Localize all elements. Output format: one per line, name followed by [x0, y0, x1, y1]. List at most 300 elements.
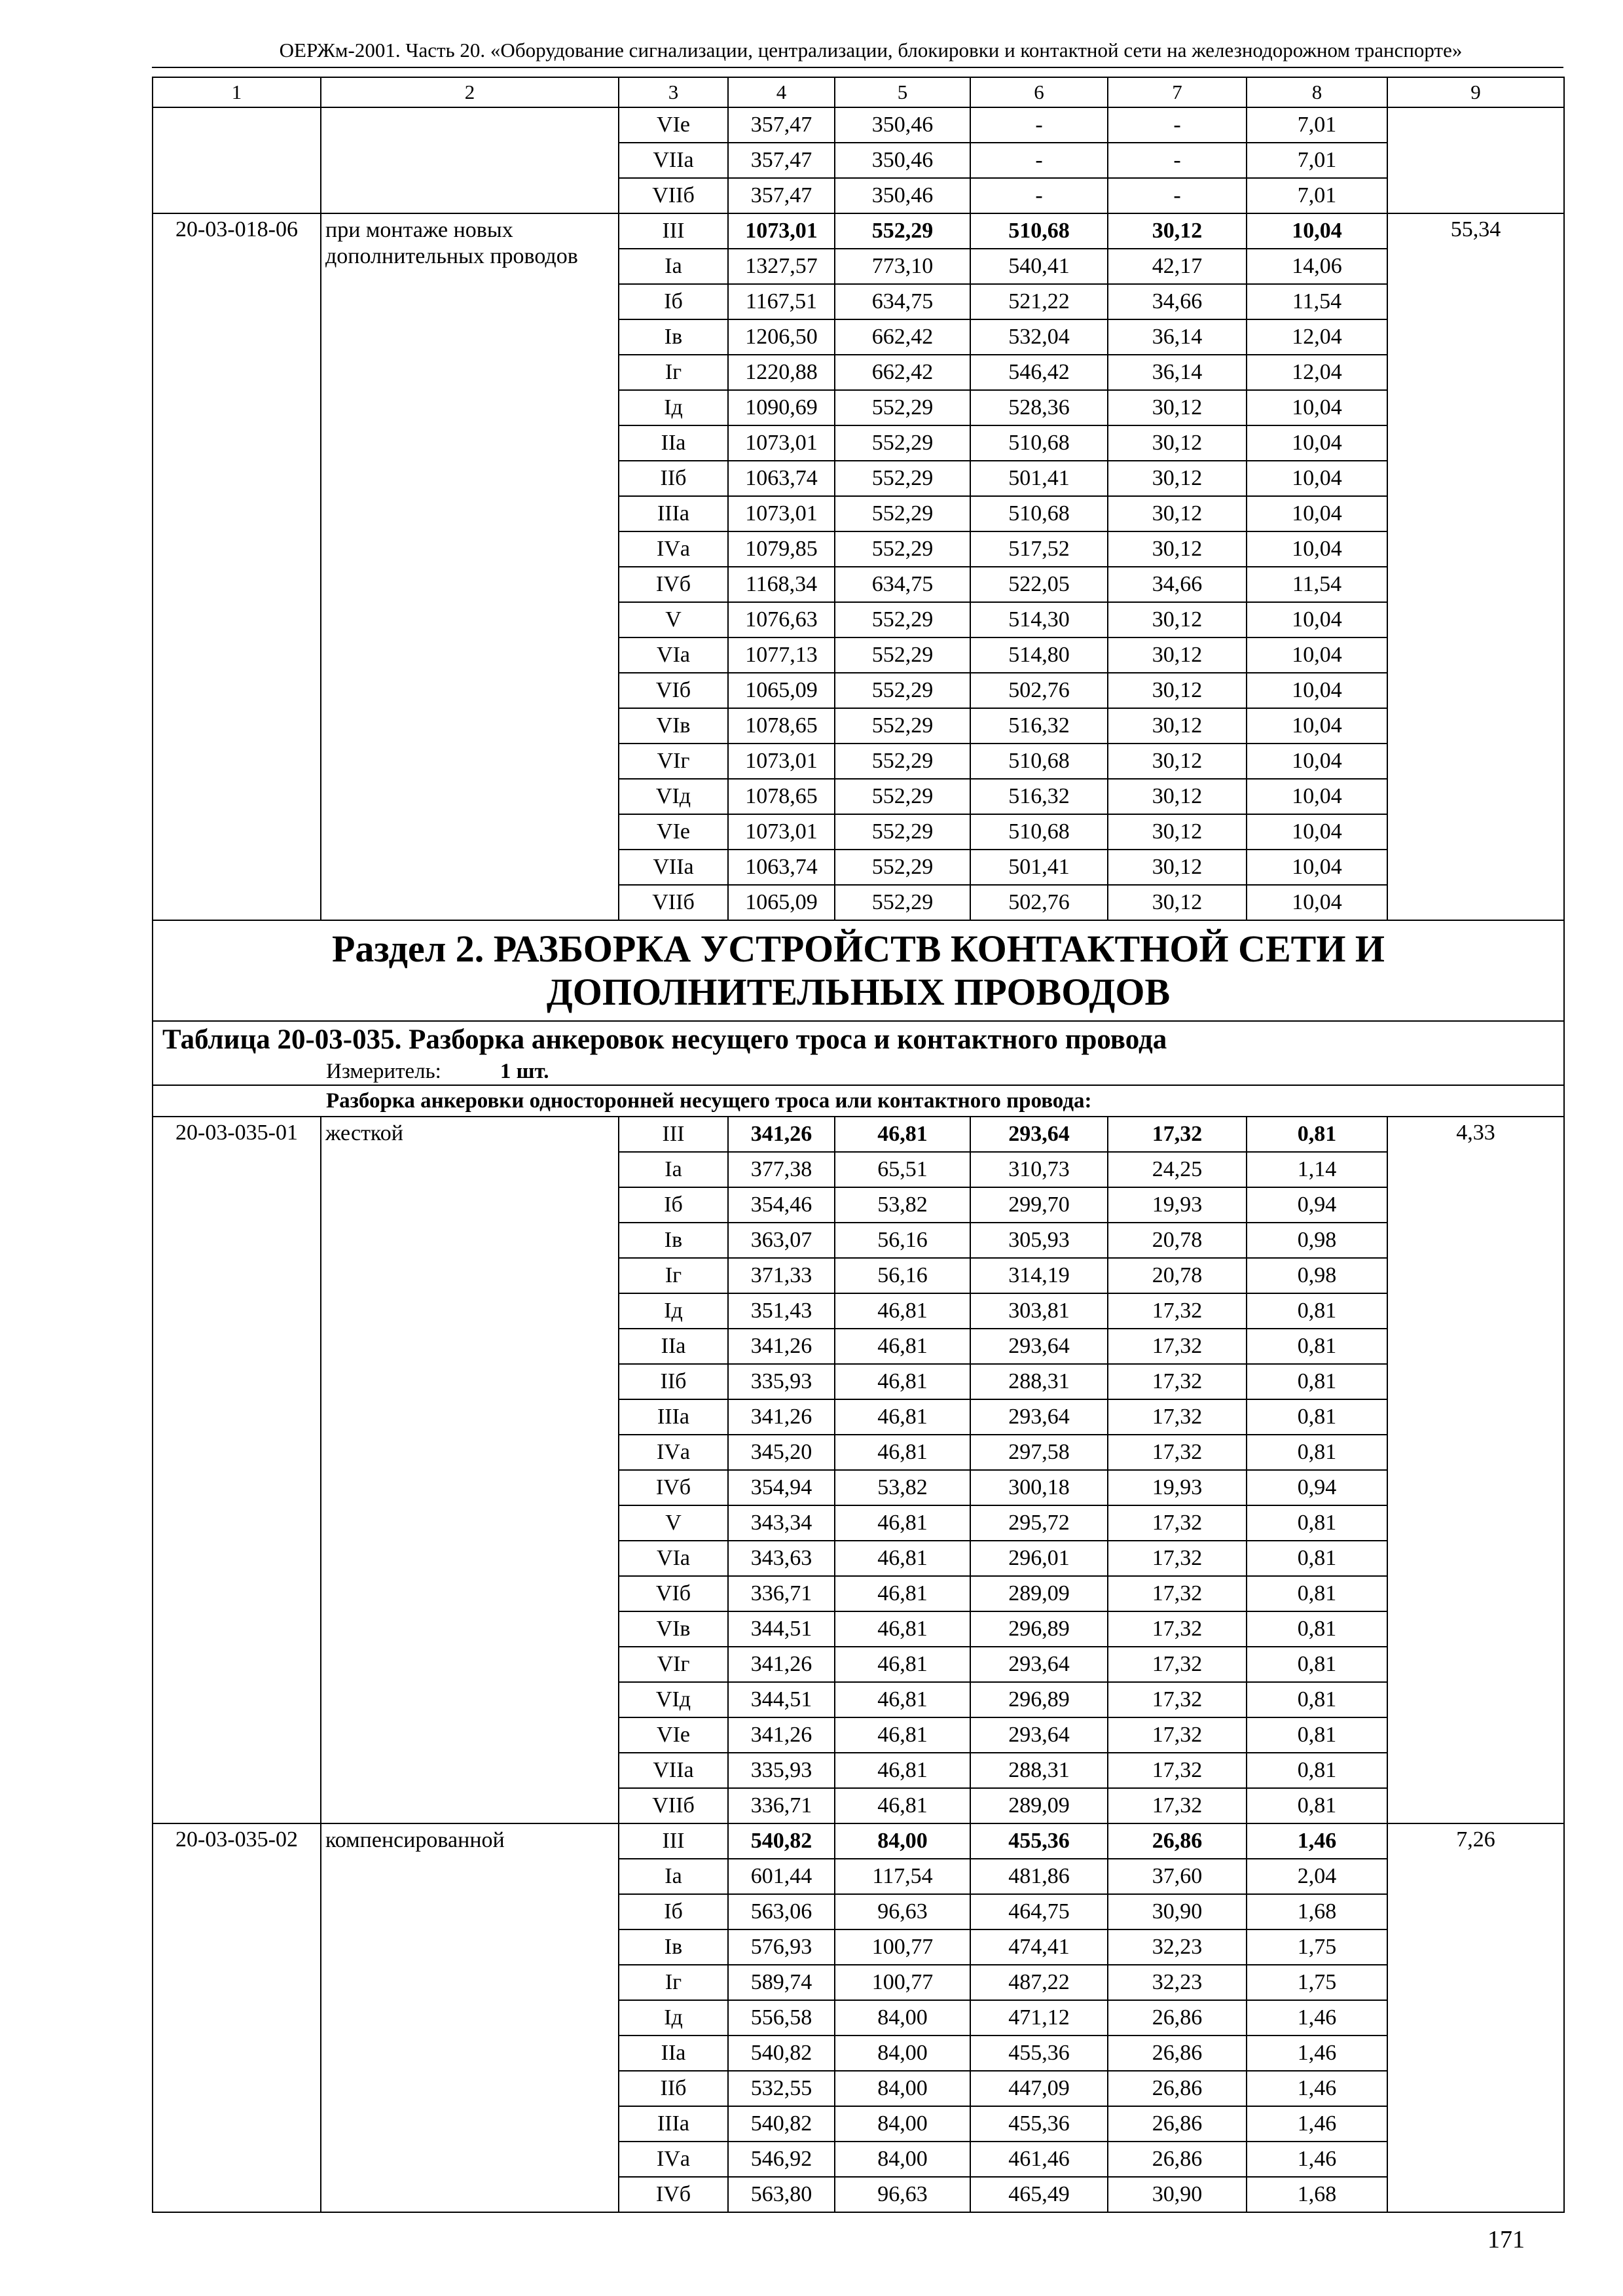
machines: 293,64 [970, 1117, 1108, 1152]
zone-code: VIе [619, 107, 728, 143]
wages: 46,81 [835, 1576, 970, 1611]
column-number: 6 [970, 77, 1108, 107]
total-cost: 1073,01 [728, 814, 835, 850]
table-body [153, 77, 1564, 2212]
total-cost: 344,51 [728, 1682, 835, 1717]
norm-code: 20-03-018-06 [153, 213, 321, 920]
machinist-wages: - [1108, 107, 1247, 143]
machinist-wages: 36,14 [1108, 355, 1247, 390]
machines: 297,58 [970, 1435, 1108, 1470]
materials: 1,46 [1247, 1823, 1387, 1859]
machines: 501,41 [970, 850, 1108, 885]
zone-code: VIIб [619, 885, 728, 920]
wages: 46,81 [835, 1117, 970, 1152]
materials: 10,04 [1247, 744, 1387, 779]
running-header: ОЕРЖм-2001. Часть 20. «Оборудование сигнализации, централизации, блокировки и контактной сети на железнодорожном транспорте» [279, 39, 1463, 62]
zone-code: VIд [619, 779, 728, 814]
machinist-wages: 30,12 [1108, 885, 1247, 920]
total-cost: 377,38 [728, 1152, 835, 1187]
zone-code: IIа [619, 425, 728, 461]
wages: 552,29 [835, 814, 970, 850]
wages: 634,75 [835, 284, 970, 319]
total-cost: 351,43 [728, 1293, 835, 1329]
total-cost: 556,58 [728, 2000, 835, 2036]
zone-code: VIб [619, 673, 728, 708]
materials: 1,46 [1247, 2106, 1387, 2142]
machines: 546,42 [970, 355, 1108, 390]
zone-code: IIб [619, 2071, 728, 2106]
machines: 303,81 [970, 1293, 1108, 1329]
machines: 502,76 [970, 673, 1108, 708]
wages: 552,29 [835, 531, 970, 567]
machinist-wages: 17,32 [1108, 1505, 1247, 1541]
work-name: при монтаже новых дополнительных проводов [321, 213, 619, 920]
norm-code [153, 107, 321, 213]
machinist-wages: 30,12 [1108, 744, 1247, 779]
materials: 2,04 [1247, 1859, 1387, 1894]
zone-code: VIIб [619, 1788, 728, 1823]
wages: 552,29 [835, 779, 970, 814]
materials: 10,04 [1247, 602, 1387, 637]
machinist-wages: 30,12 [1108, 461, 1247, 496]
wages: 552,29 [835, 744, 970, 779]
machinist-wages: 30,90 [1108, 2177, 1247, 2212]
machinist-wages: 30,12 [1108, 779, 1247, 814]
machines: 461,46 [970, 2142, 1108, 2177]
wages: 552,29 [835, 850, 970, 885]
total-cost: 1063,74 [728, 461, 835, 496]
wages: 46,81 [835, 1717, 970, 1753]
zone-code: IVб [619, 1470, 728, 1505]
machinist-wages: 30,90 [1108, 1894, 1247, 1929]
machines: 455,36 [970, 1823, 1108, 1859]
materials: 1,14 [1247, 1152, 1387, 1187]
labor-cost [1387, 107, 1564, 213]
materials: 10,04 [1247, 637, 1387, 673]
machinist-wages: 17,32 [1108, 1753, 1247, 1788]
total-cost: 1065,09 [728, 885, 835, 920]
zone-code: VIв [619, 1611, 728, 1647]
wages: 84,00 [835, 2142, 970, 2177]
measure-unit: 1 шт. [500, 1060, 549, 1083]
materials: 0,81 [1247, 1293, 1387, 1329]
machinist-wages: 26,86 [1108, 2071, 1247, 2106]
materials: 0,81 [1247, 1329, 1387, 1364]
materials: 10,04 [1247, 425, 1387, 461]
materials: 0,98 [1247, 1223, 1387, 1258]
total-cost: 343,34 [728, 1505, 835, 1541]
wages: 552,29 [835, 637, 970, 673]
zone-code: VIг [619, 1647, 728, 1682]
materials: 0,81 [1247, 1364, 1387, 1399]
machines: 288,31 [970, 1753, 1108, 1788]
materials: 0,94 [1247, 1470, 1387, 1505]
materials: 10,04 [1247, 461, 1387, 496]
total-cost: 354,46 [728, 1187, 835, 1223]
total-cost: 1063,74 [728, 850, 835, 885]
page-number: 171 [1487, 2226, 1525, 2253]
machines: - [970, 143, 1108, 178]
wages: 46,81 [835, 1541, 970, 1576]
zone-code: IIIа [619, 2106, 728, 2142]
materials: 1,68 [1247, 2177, 1387, 2212]
subheading: Разборка анкеровки односторонней несущего троса или контактного провода: [153, 1085, 1564, 1117]
machines: 447,09 [970, 2071, 1108, 2106]
machinist-wages: 30,12 [1108, 531, 1247, 567]
total-cost: 363,07 [728, 1223, 835, 1258]
machinist-wages: 37,60 [1108, 1859, 1247, 1894]
total-cost: 1206,50 [728, 319, 835, 355]
zone-code: VIд [619, 1682, 728, 1717]
wages: 46,81 [835, 1293, 970, 1329]
machines: 510,68 [970, 744, 1108, 779]
zone-code: IVб [619, 2177, 728, 2212]
zone-code: III [619, 1117, 728, 1152]
zone-code: VIв [619, 708, 728, 744]
machines: 516,32 [970, 779, 1108, 814]
materials: 1,75 [1247, 1965, 1387, 2000]
wages: 350,46 [835, 107, 970, 143]
machines: 314,19 [970, 1258, 1108, 1293]
wages: 46,81 [835, 1364, 970, 1399]
wages: 96,63 [835, 1894, 970, 1929]
wages: 552,29 [835, 390, 970, 425]
total-cost: 1065,09 [728, 673, 835, 708]
wages: 46,81 [835, 1611, 970, 1647]
zone-code: IIа [619, 2036, 728, 2071]
zone-code: IIб [619, 1364, 728, 1399]
materials: 11,54 [1247, 567, 1387, 602]
wages: 350,46 [835, 178, 970, 213]
machines: 310,73 [970, 1152, 1108, 1187]
wages: 552,29 [835, 673, 970, 708]
machines: 540,41 [970, 249, 1108, 284]
machines: - [970, 107, 1108, 143]
materials: 0,81 [1247, 1717, 1387, 1753]
materials: 1,46 [1247, 2071, 1387, 2106]
total-cost: 1077,13 [728, 637, 835, 673]
machines: 481,86 [970, 1859, 1108, 1894]
machinist-wages: 26,86 [1108, 1823, 1247, 1859]
materials: 1,46 [1247, 2142, 1387, 2177]
machinist-wages: 30,12 [1108, 708, 1247, 744]
materials: 10,04 [1247, 673, 1387, 708]
machines: 471,12 [970, 2000, 1108, 2036]
materials: 10,04 [1247, 531, 1387, 567]
wages: 56,16 [835, 1258, 970, 1293]
zone-code: VIа [619, 637, 728, 673]
total-cost: 1073,01 [728, 496, 835, 531]
zone-code: Iв [619, 1223, 728, 1258]
zone-code: III [619, 213, 728, 249]
total-cost: 341,26 [728, 1399, 835, 1435]
zone-code: Iб [619, 1187, 728, 1223]
section-heading: Раздел 2. РАЗБОРКА УСТРОЙСТВ КОНТАКТНОЙ СЕТИ И ДОПОЛНИТЕЛЬНЫХ ПРОВОДОВ [153, 920, 1564, 1021]
machines: 299,70 [970, 1187, 1108, 1223]
measure-cell [153, 1058, 1564, 1085]
machinist-wages: 20,78 [1108, 1223, 1247, 1258]
machinist-wages: 34,66 [1108, 567, 1247, 602]
total-cost: 1168,34 [728, 567, 835, 602]
header-rule [152, 67, 1563, 68]
materials: 10,04 [1247, 496, 1387, 531]
zone-code: VIе [619, 1717, 728, 1753]
total-cost: 345,20 [728, 1435, 835, 1470]
materials: 0,81 [1247, 1753, 1387, 1788]
total-cost: 335,93 [728, 1753, 835, 1788]
zone-code: VIIа [619, 1753, 728, 1788]
wages: 84,00 [835, 2036, 970, 2071]
machines: 532,04 [970, 319, 1108, 355]
zone-code: Iб [619, 284, 728, 319]
materials: 1,75 [1247, 1929, 1387, 1965]
table-row [153, 213, 1564, 249]
wages: 53,82 [835, 1187, 970, 1223]
wages: 552,29 [835, 602, 970, 637]
total-cost: 357,47 [728, 178, 835, 213]
wages: 552,29 [835, 496, 970, 531]
materials: 12,04 [1247, 319, 1387, 355]
column-number: 9 [1387, 77, 1564, 107]
machinist-wages: 30,12 [1108, 850, 1247, 885]
wages: 84,00 [835, 2106, 970, 2142]
total-cost: 1078,65 [728, 708, 835, 744]
subheading-row [153, 1085, 1564, 1117]
zone-code: IIб [619, 461, 728, 496]
machinist-wages: 17,32 [1108, 1717, 1247, 1753]
wages: 552,29 [835, 461, 970, 496]
machinist-wages: 17,32 [1108, 1399, 1247, 1435]
zone-code: Iб [619, 1894, 728, 1929]
materials: 12,04 [1247, 355, 1387, 390]
total-cost: 335,93 [728, 1364, 835, 1399]
machinist-wages: 30,12 [1108, 213, 1247, 249]
wages: 84,00 [835, 2000, 970, 2036]
machines: 521,22 [970, 284, 1108, 319]
machinist-wages: 26,86 [1108, 2000, 1247, 2036]
total-cost: 1073,01 [728, 425, 835, 461]
machinist-wages: 17,32 [1108, 1611, 1247, 1647]
wages: 46,81 [835, 1788, 970, 1823]
materials: 0,81 [1247, 1647, 1387, 1682]
total-cost: 1073,01 [728, 213, 835, 249]
zone-code: IIа [619, 1329, 728, 1364]
materials: 10,04 [1247, 814, 1387, 850]
machinist-wages: 17,32 [1108, 1682, 1247, 1717]
zone-code: IVа [619, 1435, 728, 1470]
wages: 96,63 [835, 2177, 970, 2212]
zone-code: III [619, 1823, 728, 1859]
zone-code: IIIа [619, 1399, 728, 1435]
zone-code: Iа [619, 249, 728, 284]
wages: 56,16 [835, 1223, 970, 1258]
total-cost: 601,44 [728, 1859, 835, 1894]
machines: 293,64 [970, 1647, 1108, 1682]
zone-code: VIе [619, 814, 728, 850]
machinist-wages: 26,86 [1108, 2036, 1247, 2071]
section-row [153, 920, 1564, 1021]
machines: 296,89 [970, 1682, 1108, 1717]
column-number: 2 [321, 77, 619, 107]
materials: 0,98 [1247, 1258, 1387, 1293]
zone-code: Iг [619, 355, 728, 390]
machines: 522,05 [970, 567, 1108, 602]
materials: 11,54 [1247, 284, 1387, 319]
machines: 528,36 [970, 390, 1108, 425]
machines: 296,89 [970, 1611, 1108, 1647]
total-cost: 1090,69 [728, 390, 835, 425]
machines: 502,76 [970, 885, 1108, 920]
machinist-wages: 30,12 [1108, 637, 1247, 673]
total-cost: 546,92 [728, 2142, 835, 2177]
machines: 300,18 [970, 1470, 1108, 1505]
wages: 100,77 [835, 1929, 970, 1965]
total-cost: 344,51 [728, 1611, 835, 1647]
measure-label: Измеритель: [326, 1060, 441, 1083]
machinist-wages: 17,32 [1108, 1788, 1247, 1823]
total-cost: 341,26 [728, 1717, 835, 1753]
machinist-wages: 30,12 [1108, 390, 1247, 425]
materials: 0,81 [1247, 1541, 1387, 1576]
table-row [153, 1117, 1564, 1152]
machines: 293,64 [970, 1329, 1108, 1364]
total-cost: 341,26 [728, 1647, 835, 1682]
wages: 53,82 [835, 1470, 970, 1505]
machinist-wages: 30,12 [1108, 602, 1247, 637]
machines: 510,68 [970, 425, 1108, 461]
machines: 289,09 [970, 1576, 1108, 1611]
machinist-wages: 19,93 [1108, 1187, 1247, 1223]
zone-code: VIг [619, 744, 728, 779]
machines: 465,49 [970, 2177, 1108, 2212]
machines: 510,68 [970, 213, 1108, 249]
materials: 0,81 [1247, 1682, 1387, 1717]
wages: 46,81 [835, 1505, 970, 1541]
materials: 10,04 [1247, 850, 1387, 885]
zone-code: Iд [619, 390, 728, 425]
machines: 289,09 [970, 1788, 1108, 1823]
column-number: 1 [153, 77, 321, 107]
norm-code: 20-03-035-02 [153, 1823, 321, 2212]
work-name [321, 107, 619, 213]
total-cost: 540,82 [728, 2106, 835, 2142]
machines: 455,36 [970, 2106, 1108, 2142]
total-cost: 357,47 [728, 107, 835, 143]
machines: 293,64 [970, 1399, 1108, 1435]
machinist-wages: 30,12 [1108, 425, 1247, 461]
machinist-wages: 17,32 [1108, 1435, 1247, 1470]
wages: 350,46 [835, 143, 970, 178]
machinist-wages: 17,32 [1108, 1117, 1247, 1152]
wages: 46,81 [835, 1647, 970, 1682]
total-cost: 576,93 [728, 1929, 835, 1965]
materials: 0,81 [1247, 1399, 1387, 1435]
total-cost: 1167,51 [728, 284, 835, 319]
total-cost: 357,47 [728, 143, 835, 178]
machines: 510,68 [970, 814, 1108, 850]
machinist-wages: 17,32 [1108, 1293, 1247, 1329]
column-number: 7 [1108, 77, 1247, 107]
machines: - [970, 178, 1108, 213]
machinist-wages: 30,12 [1108, 673, 1247, 708]
zone-code: Iг [619, 1965, 728, 2000]
materials: 10,04 [1247, 390, 1387, 425]
wages: 552,29 [835, 885, 970, 920]
table-title-row [153, 1021, 1564, 1058]
column-number: 3 [619, 77, 728, 107]
wages: 773,10 [835, 249, 970, 284]
machines: 514,80 [970, 637, 1108, 673]
materials: 7,01 [1247, 178, 1387, 213]
total-cost: 1327,57 [728, 249, 835, 284]
work-name: компенсированной [321, 1823, 619, 2212]
materials: 10,04 [1247, 885, 1387, 920]
wages: 65,51 [835, 1152, 970, 1187]
machinist-wages: 17,32 [1108, 1647, 1247, 1682]
wages: 84,00 [835, 1823, 970, 1859]
zone-code: Iд [619, 1293, 728, 1329]
machinist-wages: 34,66 [1108, 284, 1247, 319]
total-cost: 1076,63 [728, 602, 835, 637]
machinist-wages: 20,78 [1108, 1258, 1247, 1293]
zone-code: Iа [619, 1859, 728, 1894]
total-cost: 354,94 [728, 1470, 835, 1505]
machines: 487,22 [970, 1965, 1108, 2000]
machinist-wages: 32,23 [1108, 1965, 1247, 2000]
wages: 662,42 [835, 319, 970, 355]
materials: 1,46 [1247, 2000, 1387, 2036]
machinist-wages: 26,86 [1108, 2142, 1247, 2177]
materials: 0,81 [1247, 1435, 1387, 1470]
machinist-wages: 36,14 [1108, 319, 1247, 355]
wages: 46,81 [835, 1753, 970, 1788]
zone-code: VIа [619, 1541, 728, 1576]
machines: 501,41 [970, 461, 1108, 496]
wages: 662,42 [835, 355, 970, 390]
norm-code: 20-03-035-01 [153, 1117, 321, 1823]
zone-code: VIIа [619, 850, 728, 885]
zone-code: VIIа [619, 143, 728, 178]
total-cost: 563,06 [728, 1894, 835, 1929]
wages: 634,75 [835, 567, 970, 602]
column-number: 5 [835, 77, 970, 107]
zone-code: V [619, 1505, 728, 1541]
total-cost: 336,71 [728, 1788, 835, 1823]
machines: 305,93 [970, 1223, 1108, 1258]
zone-code: V [619, 602, 728, 637]
machinist-wages: 17,32 [1108, 1329, 1247, 1364]
total-cost: 1078,65 [728, 779, 835, 814]
machines: 514,30 [970, 602, 1108, 637]
wages: 84,00 [835, 2071, 970, 2106]
wages: 552,29 [835, 708, 970, 744]
wages: 46,81 [835, 1682, 970, 1717]
labor-cost: 55,34 [1387, 213, 1564, 920]
machinist-wages: 26,86 [1108, 2106, 1247, 2142]
total-cost: 1220,88 [728, 355, 835, 390]
column-number: 4 [728, 77, 835, 107]
labor-cost: 4,33 [1387, 1117, 1564, 1823]
zone-code: VIIб [619, 178, 728, 213]
zone-code: IIIа [619, 496, 728, 531]
work-name: жесткой [321, 1117, 619, 1823]
machinist-wages: 30,12 [1108, 496, 1247, 531]
machines: 455,36 [970, 2036, 1108, 2071]
machines: 510,68 [970, 496, 1108, 531]
machinist-wages: 32,23 [1108, 1929, 1247, 1965]
total-cost: 589,74 [728, 1965, 835, 2000]
wages: 552,29 [835, 425, 970, 461]
